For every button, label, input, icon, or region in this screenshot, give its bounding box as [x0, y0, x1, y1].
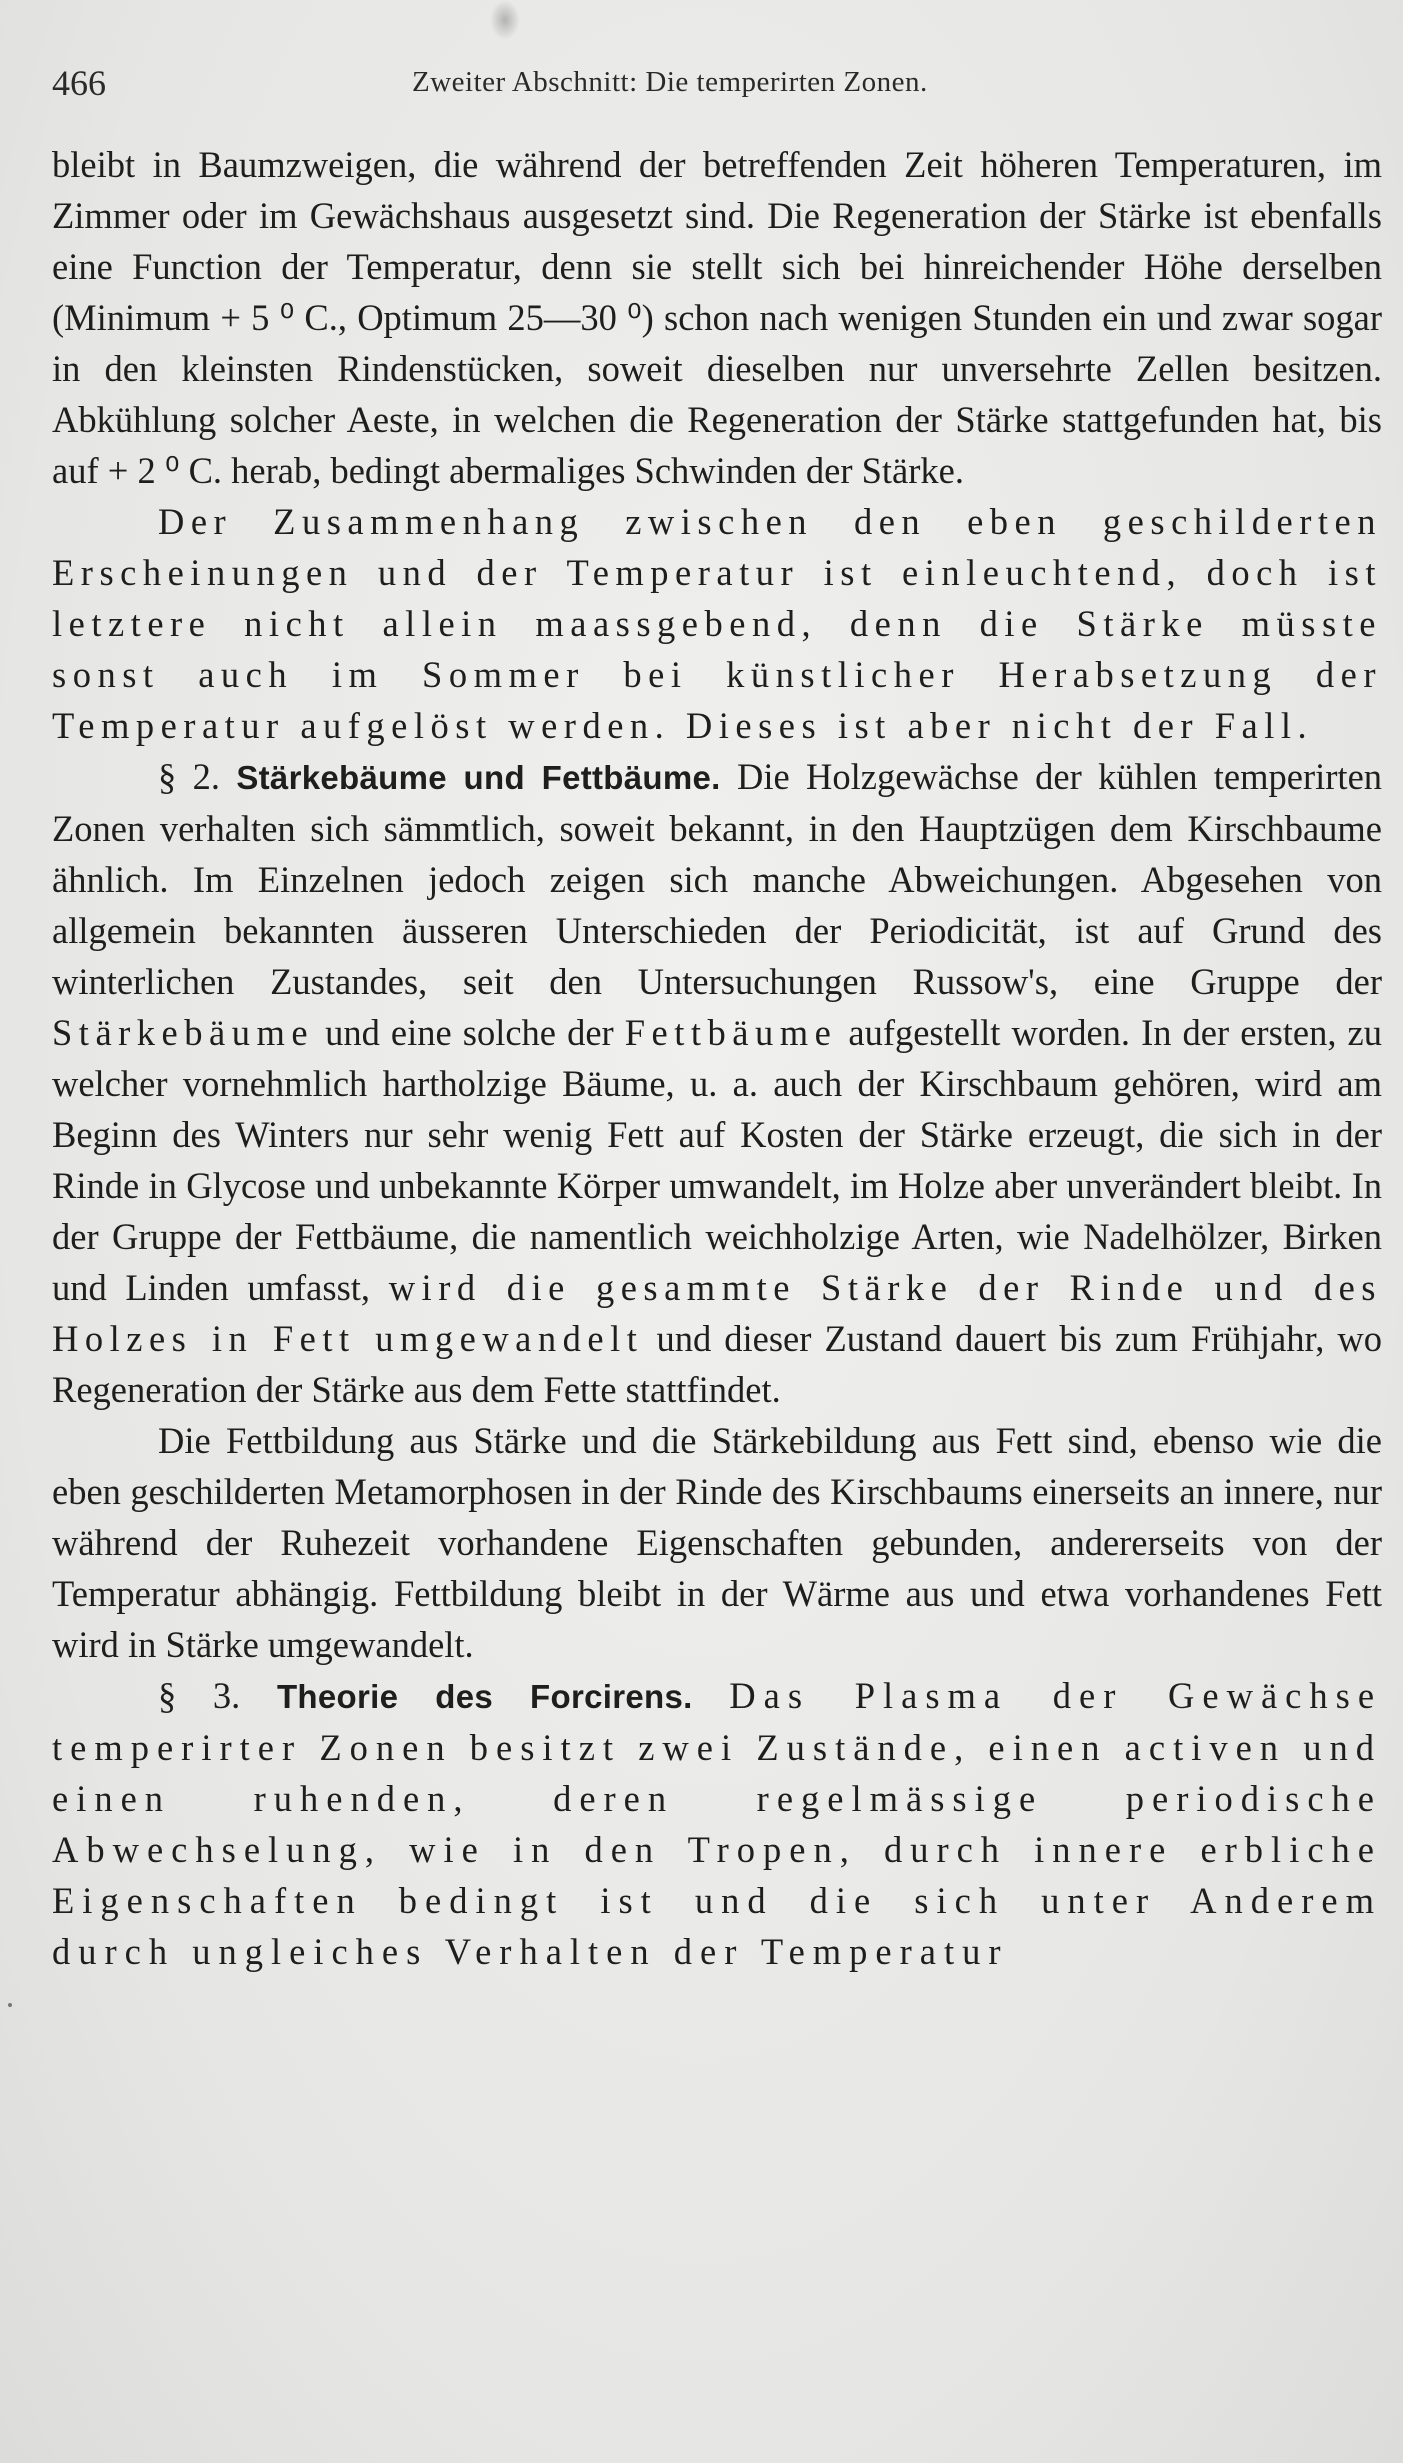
paragraph-2 [52, 496, 1382, 751]
paragraph-1: bleibt in Baumzweigen, die während der betreffenden Zeit höheren Temperaturen, im Zimmer oder im Gewächshaus ausgesetzt sind. Die Regeneration der Stärke ist ebenfalls eine Function der Temperatur, denn sie stellt sich bei hinreichender Höhe derselben (Minimum + 5 ⁰ C., Optimum 25—30 ⁰) schon nach wenigen Stunden ein und zwar sogar in den kleinsten Rindenstücken, soweit dieselben nur unversehrte Zellen besitzen. Abkühlung solcher Aeste, in welchen die Regeneration der Stärke stattgefunden hat, bis auf + 2 ⁰ C. herab, bedingt abermaliges Schwinden der Stärke. [52, 144, 1382, 491]
running-head: Zweiter Abschnitt: Die temperirten Zonen. [412, 66, 928, 98]
section-heading: Theorie des Forcirens. [276, 1678, 693, 1715]
paragraph-section-3 [52, 1670, 1382, 1977]
paragraph-2-spaced-text: Der Zusammenhang zwischen den eben geschilderten Erscheinungen und der Temperatur ist einleuchtend, doch ist letztere nicht allein maassgebend, denn die Stärke müsste sonst auch im Sommer bei künstlicher Herabsetzung der Temperatur aufgelöst werden. Dieses ist aber nicht der Fall. [52, 501, 1382, 746]
paragraph-section-2 [52, 751, 1382, 1415]
paragraph-4: Die Fettbildung aus Stärke und die Stärkebildung aus Fett sind, ebenso wie die eben geschilderten Metamorphosen in der Rinde des Kirschbaums einerseits an innere, nur während der Ruhezeit vorhandene Eigenschaften gebunden, andererseits von der Temperatur abhängig. Fettbildung bleibt in der Wärme aus und etwa vorhandenes Fett wird in Stärke umgewandelt. [52, 1420, 1382, 1665]
print-smudge [490, 0, 520, 40]
term-fettbaeume: Fettbäume [624, 1012, 838, 1053]
section-2-text-c: aufgestellt worden. In der ersten, zu welcher vornehmlich hartholzige Bäume, u. a. auch der Kirschbaum gehören, wird am Beginn des Winters nur sehr wenig Fett auf Kosten der Stärke erzeugt, die sich in der Rinde in Glycose und unbekannte Körper umwandelt, im Holze aber unverändert bleibt. In der Gruppe der Fettbäume, die namentlich weichholzige Arten, wie Nadelhölzer, Birken und Linden umfasst, [52, 1012, 1383, 1308]
page-header [52, 56, 1352, 106]
section-heading: Stärkebäume und Fettbäume. [236, 759, 721, 796]
section-2-text-b: und eine solche der [325, 1012, 614, 1053]
section-2-spaced-emphasis: wird die gesammte Stärke der Rinde und des Holzes in Fett umgewandelt [52, 1267, 1383, 1359]
margin-mark [8, 2003, 12, 2007]
body-text [52, 139, 1382, 1977]
section-3-spaced-text: Das Plasma der Gewächse temperirter Zonen besitzt zwei Zustände, einen activen und einen ruhenden, deren regelmässige periodische Abwechselung, wie in den Tropen, durch innere erbliche Eigenschaften bedingt ist und die sich unter Anderem durch ungleiches Verhalten der Temperatur [52, 1675, 1383, 1972]
page-number: 466 [52, 63, 106, 103]
term-staerkebaeume: Stärkebäume [52, 1012, 315, 1053]
section-sign: § 2. [158, 756, 220, 797]
section-2-text-a: Die Holzgewächse der kühlen temperirten Zonen verhalten sich sämmtlich, soweit bekannt, in den Hauptzügen dem Kirschbaume ähnlich. Im Einzelnen jedoch zeigen sich manche Abweichungen. Abgesehen von allgemein bekannten äusseren Unterschieden der Periodicität, ist auf Grund des winterlichen Zustandes, seit den Untersuchungen Russow's, eine Gruppe der [52, 756, 1383, 1002]
section-2-text-d: und dieser Zustand dauert bis zum Frühjahr, wo Regeneration der Stärke aus dem Fette stattfindet. [52, 1318, 1382, 1410]
section-sign: § 3. [158, 1675, 241, 1716]
